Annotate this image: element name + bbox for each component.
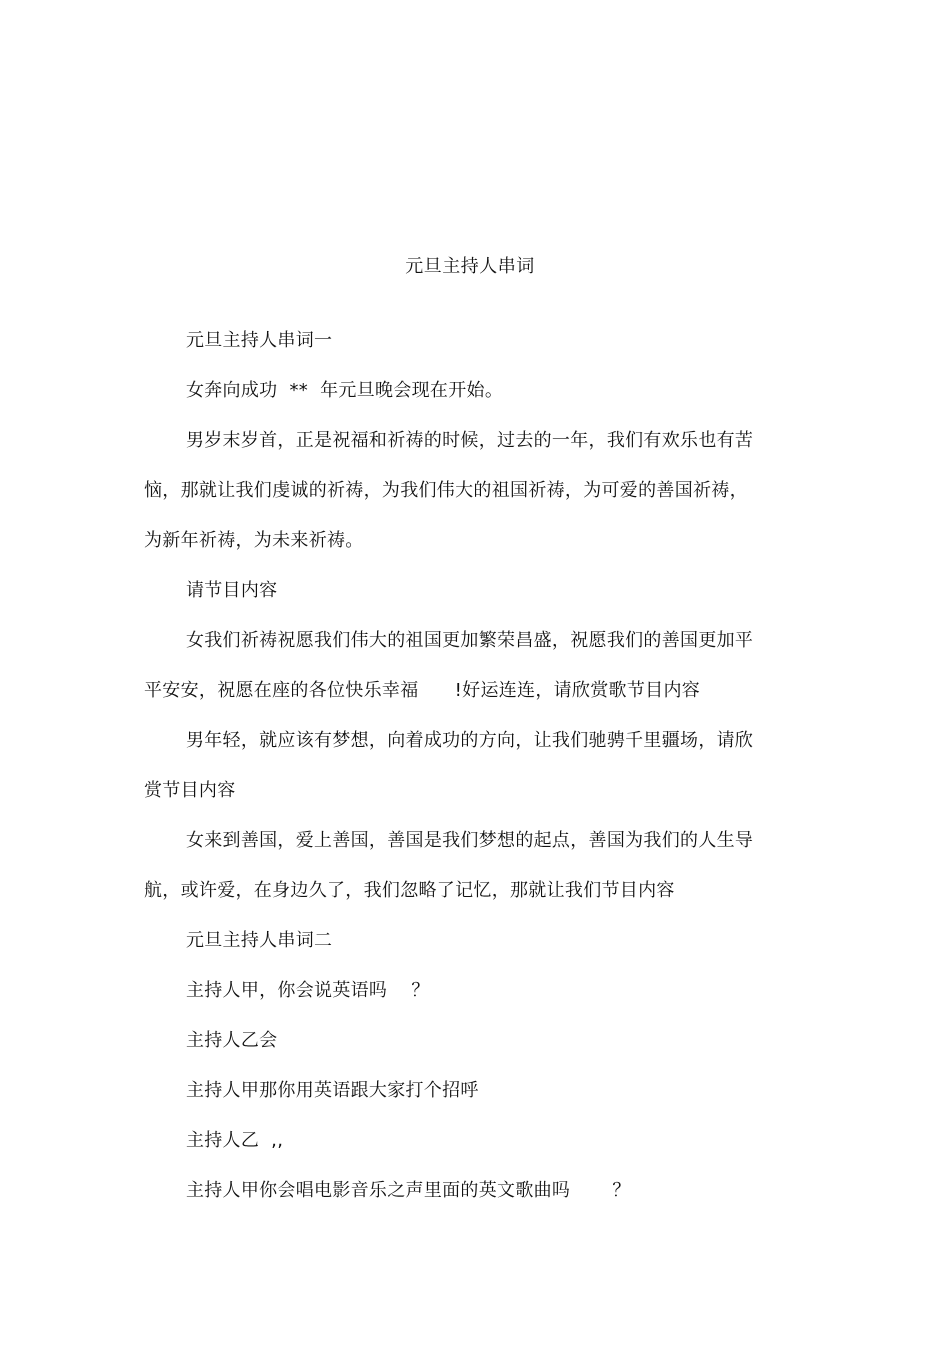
paragraph-program-intro: 请节目内容 <box>185 580 278 601</box>
paragraph-male-dreams: 男年轻，就应该有梦想，向着成功的方向，让我们驰骋千里疆场，请欣赏节目内容 <box>144 730 754 801</box>
paragraph-opening: 女奔向成功 ** 年元旦晚会现在开始。 <box>185 380 504 401</box>
paragraph-dialogue-2: 主持人乙会 <box>185 1030 278 1051</box>
paragraph-female-school: 女来到善国，爱上善国，善国是我们梦想的起点，善国为我们的人生导航，或许爱，在身边久了，我们忽略了记忆，那就让我们节目内容 <box>144 830 754 901</box>
document-body <box>144 316 756 1216</box>
paragraph-male-blessing: 男岁末岁首，正是祝福和祈祷的时候，过去的一年，我们有欢乐也有苦恼，那就让我们虔诚的祈祷，为我们伟大的祖国祈祷，为可爱的善国祈祷，为新年祈祷，为未来祈祷。 <box>144 430 754 551</box>
document-title: 元旦主持人串词 <box>405 256 535 277</box>
paragraph-female-wishes: 女我们祈祷祝愿我们伟大的祖国更加繁荣昌盛，祝愿我们的善国更加平平安安，祝愿在座的各位快乐幸福 !好运连连，请欣赏歌节目内容 <box>144 630 754 701</box>
paragraph-dialogue-4: 主持人乙 ,, <box>185 1130 284 1151</box>
paragraph-section-heading-2: 元旦主持人串词二 <box>185 930 333 951</box>
paragraph-dialogue-5: 主持人甲你会唱电影音乐之声里面的英文歌曲吗 ？ <box>185 1180 631 1201</box>
paragraph-dialogue-3: 主持人甲那你用英语跟大家打个招呼 <box>185 1080 479 1101</box>
paragraph-dialogue-1: 主持人甲，你会说英语吗 ？ <box>185 980 430 1001</box>
paragraph-section-heading-1: 元旦主持人串词一 <box>185 330 333 351</box>
